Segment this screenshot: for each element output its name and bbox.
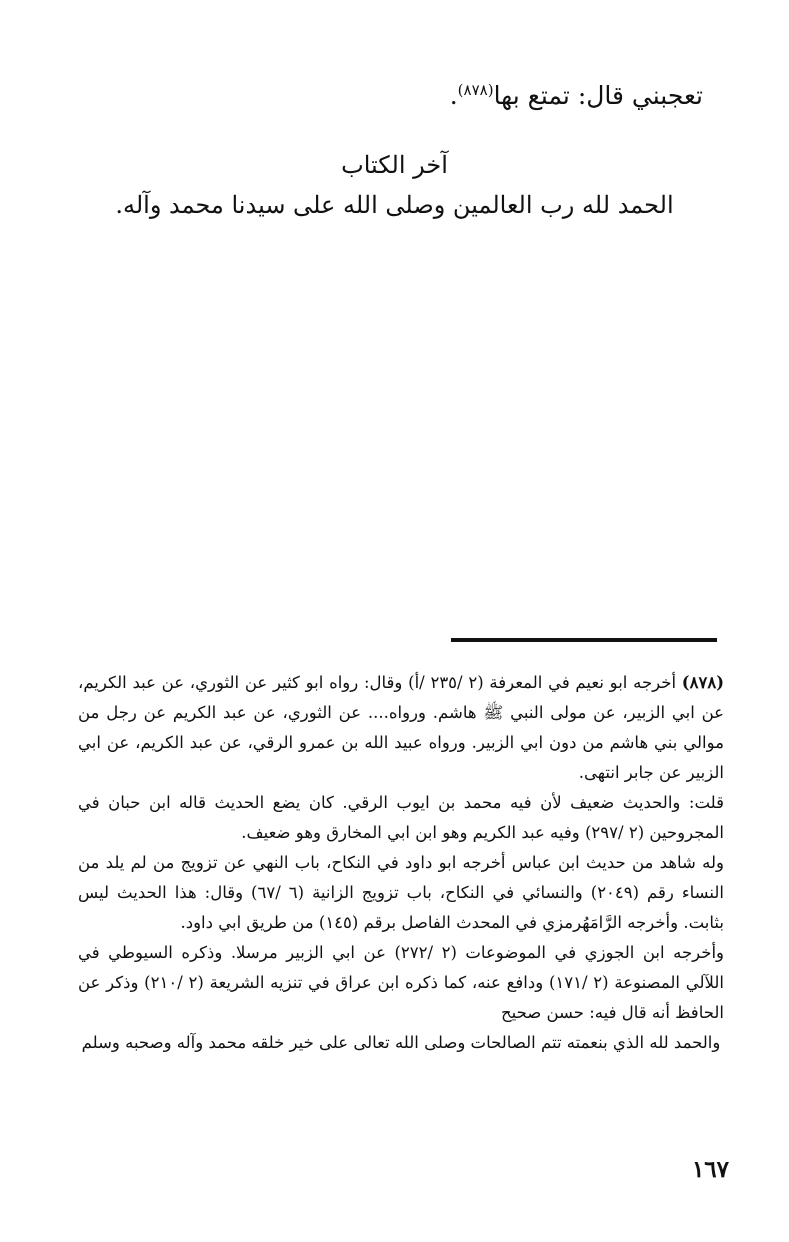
closing-line [143, 70, 703, 116]
final-prayer: والحمد لله الذي بنعمته تتم الصالحات وصلى الله تعالى على خير خلقه محمد وآله وصحبه وسلم [81, 1033, 721, 1052]
footnote-reference: (٨٧٨) [457, 81, 494, 99]
closing-text: تعجبني قال: تمتع بها [493, 81, 703, 110]
footnote-paragraph [78, 668, 724, 788]
footnote-paragraph: وله شاهد من حديث ابن عباس أخرجه ابو داود في النكاح، باب النهي عن تزويج من لم يلد من النساء رقم (٢٠٤٩) والنسائي في النكاح، باب تزويج الزانية (٦ /٦٧) وقال: هذا الحديث ليس بثابت. وأخرجه الرَّامَهُرمزي في المحدث الفاصل برقم (١٤٥) من طريق ابي داود. [78, 853, 724, 932]
end-of-book-title: آخر الكتاب [341, 151, 448, 179]
doxology-line: الحمد لله رب العالمين وصلى الله على سيدنا محمد وآله. [115, 191, 674, 219]
closing-period: . [449, 81, 458, 110]
footnote-paragraph: قلت: والحديث ضعيف لأن فيه محمد بن ايوب الرقي. كان يضع الحديث قاله ابن حبان في المجروحين (٢ /٢٩٧) وفيه عبد الكريم وهو ابن ابي المخارق وهو ضعيف. [78, 793, 724, 842]
page-number: ١٦٧ [691, 1156, 729, 1183]
footnotes-section [78, 668, 724, 1058]
footnote-separator-rule [451, 638, 717, 642]
footnote-text: أخرجه ابو نعيم في المعرفة (٢ /٢٣٥ /أ) وقال: رواه ابو كثير عن الثوري، عن عبد الكريم، عن ابي الزبير، عن مولى النبي ﷺ هاشم. ورواه.... عن الثوري، عن عبد الكريم عن رجل من موالي بني هاشم من دون ابي الزبير. ورواه عبيد الله بن عمرو الرقي، عن عبد الكريم، عن ابي الزبير عن جابر انتهى. [78, 673, 724, 782]
footnote-paragraph: وأخرجه ابن الجوزي في الموضوعات (٢ /٢٧٢) عن ابي الزبير مرسلا. وذكره السيوطي في اللآلي المصنوعة (٢ /١٧١) ودافع عنه، كما ذكره ابن عراق في تنزيه الشريعة (٢ /٢١٠) وذكر عن الحافظ أنه قال فيه: حسن صحيح [78, 943, 724, 1022]
footnote-number: (٨٧٨) [681, 673, 724, 692]
